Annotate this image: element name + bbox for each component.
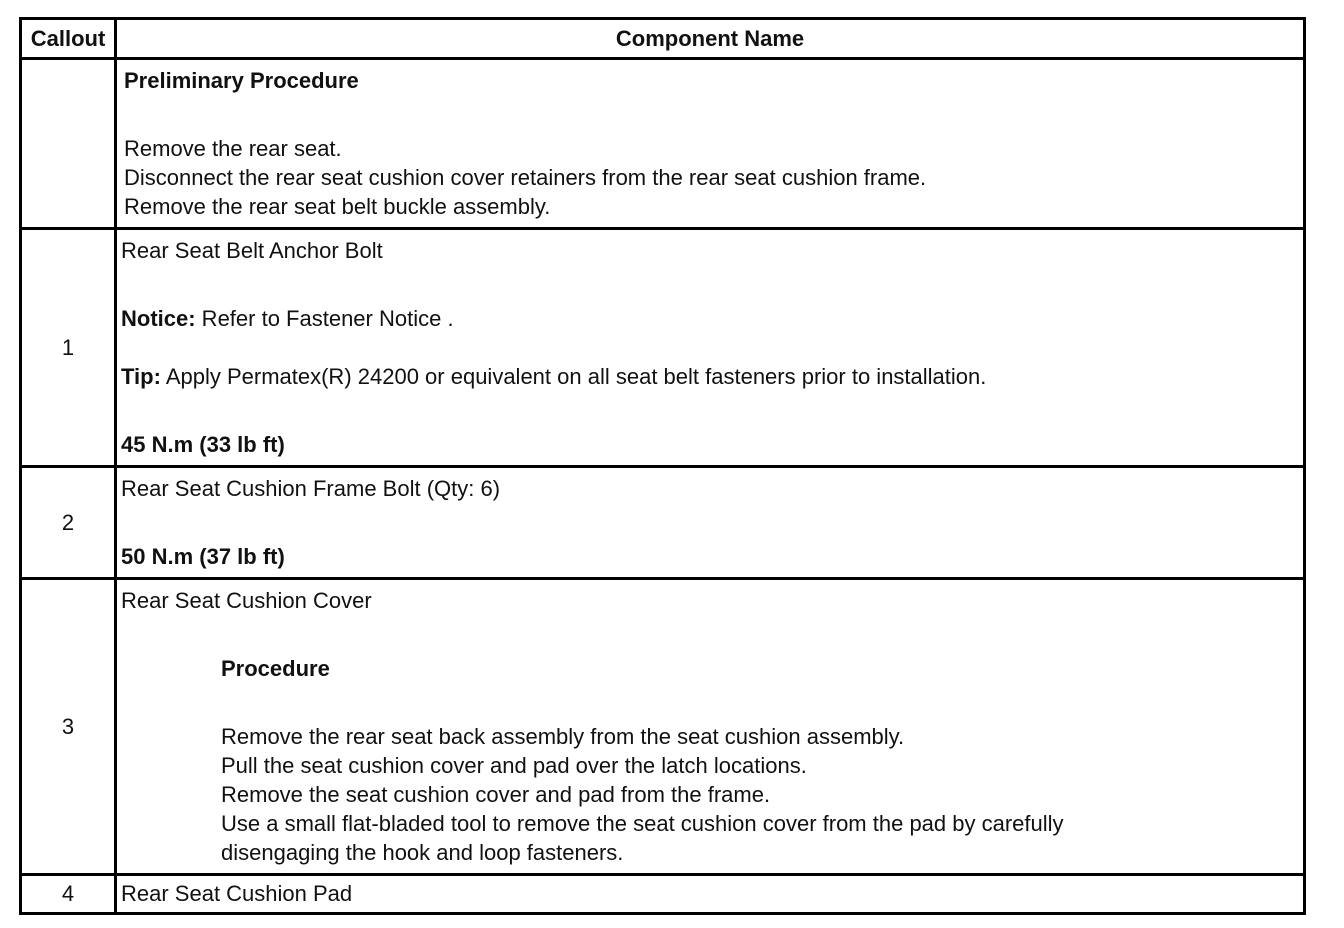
callout-number: 2 (21, 467, 116, 579)
table-row (21, 875, 1305, 914)
procedure-title: Procedure (221, 656, 330, 681)
notice-line (121, 304, 1303, 333)
procedure-step: Remove the rear seat back assembly from the seat cushion assembly. (221, 724, 905, 749)
preliminary-step: Remove the rear seat. (124, 136, 342, 161)
component-name: Rear Seat Cushion Cover (121, 588, 372, 613)
component-cell (116, 229, 1305, 467)
tip-label: Tip: (121, 364, 161, 389)
tip-text: Apply Permatex(R) 24200 or equivalent on all seat belt fasteners prior to installation. (160, 364, 987, 389)
procedure-step: Remove the seat cushion cover and pad from the frame. (221, 782, 771, 807)
procedure-step: Pull the seat cushion cover and pad over the latch locations. (221, 753, 807, 778)
notice-label: Notice: (121, 306, 196, 331)
component-cell (116, 875, 1305, 914)
preliminary-title: Preliminary Procedure (124, 68, 359, 93)
table-header-row (21, 19, 1305, 59)
preliminary-step: Remove the rear seat belt buckle assembly. (124, 194, 551, 219)
table-row-preliminary (21, 59, 1305, 229)
preliminary-cell (116, 59, 1305, 229)
procedure-step: disengaging the hook and loop fasteners. (221, 840, 624, 865)
callout-number: 3 (21, 579, 116, 875)
component-name: Rear Seat Belt Anchor Bolt (121, 238, 383, 263)
table-row (21, 229, 1305, 467)
component-table (19, 17, 1306, 915)
notice-text: Refer to Fastener Notice . (195, 306, 454, 331)
preliminary-step: Disconnect the rear seat cushion cover retainers from the rear seat cushion frame. (124, 165, 927, 190)
procedure-step: Use a small flat-bladed tool to remove the seat cushion cover from the pad by carefully (221, 811, 1064, 836)
callout-cell-empty (21, 59, 116, 229)
header-component-name: Component Name (116, 19, 1305, 59)
table-row (21, 579, 1305, 875)
header-callout: Callout (21, 19, 116, 59)
component-name: Rear Seat Cushion Frame Bolt (Qty: 6) (121, 476, 501, 501)
component-cell (116, 467, 1305, 579)
callout-number: 4 (21, 875, 116, 914)
component-name: Rear Seat Cushion Pad (121, 881, 353, 906)
callout-number: 1 (21, 229, 116, 467)
torque-spec: 45 N.m (33 lb ft) (121, 432, 285, 457)
component-cell (116, 579, 1305, 875)
tip-line (121, 362, 1303, 391)
table-row (21, 467, 1305, 579)
torque-spec: 50 N.m (37 lb ft) (121, 544, 285, 569)
